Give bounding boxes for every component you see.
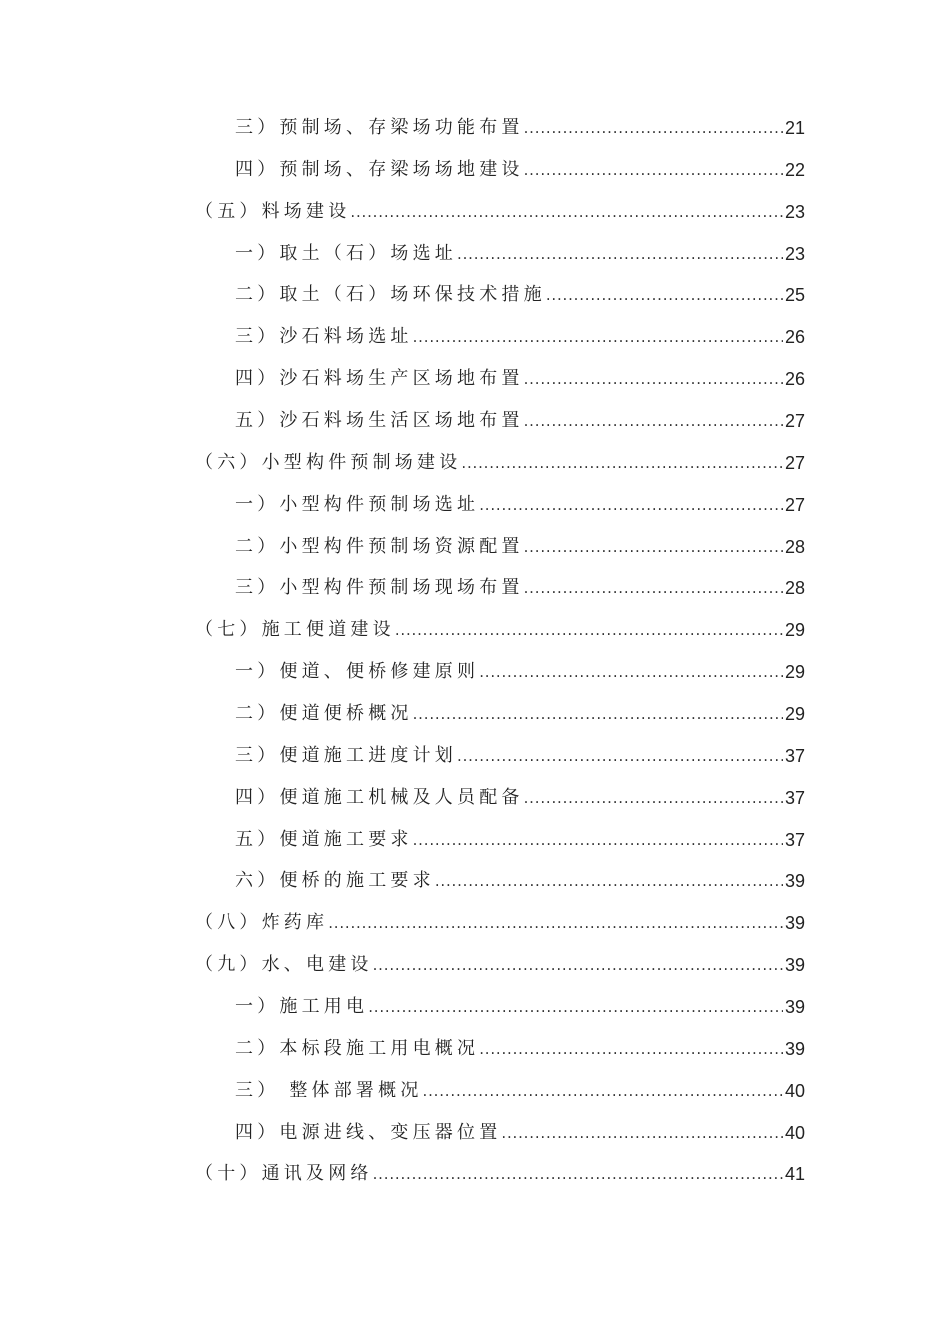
toc-entry[interactable]	[0, 108, 950, 150]
toc-entry-title: 三） 整体部署概况	[235, 1079, 423, 1101]
toc-dot-leader	[524, 369, 783, 389]
toc-page-number: 37	[784, 787, 805, 808]
toc-entry[interactable]	[0, 527, 950, 569]
toc-entry[interactable]	[0, 1154, 950, 1196]
toc-page-number: 27	[784, 411, 805, 432]
toc-page-number: 23	[784, 201, 805, 222]
toc-dot-leader	[479, 662, 783, 682]
toc-entry[interactable]	[0, 401, 950, 443]
toc-entry-title: 二）本标段施工用电概况	[235, 1037, 480, 1059]
toc-dot-leader	[524, 788, 783, 808]
toc-entry[interactable]	[0, 443, 950, 485]
toc-entry-title: 三）小型构件预制场现场布置	[235, 577, 524, 599]
toc-entry-title: 三）预制场、存梁场功能布置	[235, 117, 524, 138]
toc-dot-leader	[413, 704, 783, 724]
toc-entry[interactable]	[0, 568, 950, 610]
toc-page-number: 29	[784, 620, 805, 641]
toc-entry[interactable]	[0, 150, 950, 192]
toc-entry-title: 一）取土（石）场选址	[235, 242, 457, 264]
toc-page-number: 23	[784, 243, 805, 264]
toc-page-number: 22	[784, 159, 805, 180]
toc-page-number: 26	[784, 327, 805, 348]
toc-page-number: 39	[784, 955, 805, 976]
toc-entry-title: 二）取土（石）场环保技术措施	[235, 284, 546, 306]
toc-dot-leader	[328, 913, 783, 933]
toc-entry[interactable]	[0, 1029, 950, 1071]
toc-dot-leader	[524, 118, 783, 138]
toc-dot-leader	[524, 160, 783, 180]
toc-entry-title: （七）施工便道建设	[195, 619, 395, 641]
toc-dot-leader	[413, 327, 783, 347]
toc-entry[interactable]	[0, 1113, 950, 1155]
toc-dot-leader	[546, 285, 783, 305]
toc-entry[interactable]	[0, 359, 950, 401]
toc-dot-leader	[423, 1081, 783, 1101]
toc-dot-leader	[524, 537, 783, 557]
toc-dot-leader	[524, 578, 783, 598]
toc-page-number: 37	[784, 745, 805, 766]
table-of-contents	[0, 108, 950, 1196]
toc-entry[interactable]	[0, 610, 950, 652]
toc-entry[interactable]	[0, 234, 950, 276]
toc-dot-leader	[479, 1039, 783, 1059]
toc-dot-leader	[350, 202, 783, 222]
toc-entry-title: （十）通讯及网络	[195, 1163, 373, 1185]
toc-page-number: 40	[784, 1122, 805, 1143]
toc-entry[interactable]	[0, 275, 950, 317]
toc-entry-title: 五）沙石料场生活区场地布置	[235, 410, 524, 432]
toc-entry[interactable]	[0, 736, 950, 778]
toc-page-number: 25	[784, 285, 805, 306]
toc-entry[interactable]	[0, 778, 950, 820]
toc-entry[interactable]	[0, 694, 950, 736]
toc-entry[interactable]	[0, 652, 950, 694]
toc-entry-title: 三）沙石料场选址	[235, 326, 413, 348]
toc-entry[interactable]	[0, 987, 950, 1029]
toc-entry[interactable]	[0, 192, 950, 234]
toc-entry-title: （五）料场建设	[195, 200, 351, 222]
toc-page-number: 41	[784, 1164, 805, 1185]
toc-entry-title: （八）炸药库	[195, 912, 329, 934]
toc-entry[interactable]	[0, 861, 950, 903]
toc-page-number: 21	[784, 118, 805, 138]
toc-page-number: 39	[784, 871, 805, 892]
toc-entry[interactable]	[0, 1071, 950, 1113]
toc-page-number: 37	[784, 829, 805, 850]
toc-dot-leader	[524, 411, 783, 431]
toc-entry-title: 二）小型构件预制场资源配置	[235, 535, 524, 557]
toc-page-number: 39	[784, 997, 805, 1018]
toc-dot-leader	[373, 1164, 783, 1184]
toc-dot-leader	[461, 453, 783, 473]
toc-page-number: 39	[784, 1038, 805, 1059]
toc-dot-leader	[435, 871, 783, 891]
toc-entry-title: 一）小型构件预制场选址	[235, 493, 480, 515]
toc-entry[interactable]	[0, 820, 950, 862]
toc-entry-title: （九）水、电建设	[195, 954, 373, 976]
toc-entry-title: 四）沙石料场生产区场地布置	[235, 368, 524, 390]
toc-page-number: 28	[784, 578, 805, 599]
toc-entry-title: 五）便道施工要求	[235, 828, 413, 850]
toc-page-number: 27	[784, 452, 805, 473]
toc-entry[interactable]	[0, 945, 950, 987]
toc-page-number: 28	[784, 536, 805, 557]
toc-entry[interactable]	[0, 317, 950, 359]
toc-entry-title: 一）施工用电	[235, 996, 369, 1018]
toc-page-number: 26	[784, 369, 805, 390]
toc-dot-leader	[501, 1123, 783, 1143]
toc-entry[interactable]	[0, 903, 950, 945]
toc-page-number: 29	[784, 704, 805, 725]
toc-entry-title: 三）便道施工进度计划	[235, 744, 457, 766]
toc-dot-leader	[373, 955, 783, 975]
toc-dot-leader	[368, 997, 783, 1017]
toc-entry-title: （六）小型构件预制场建设	[195, 451, 462, 473]
toc-page-number: 39	[784, 913, 805, 934]
toc-entry-title: 四）预制场、存梁场场地建设	[235, 158, 524, 180]
toc-entry-title: 六）便桥的施工要求	[235, 870, 435, 892]
toc-dot-leader	[479, 495, 783, 515]
toc-entry-title: 四）便道施工机械及人员配备	[235, 786, 524, 808]
toc-page-number: 29	[784, 662, 805, 683]
toc-dot-leader	[457, 746, 783, 766]
toc-dot-leader	[457, 244, 783, 264]
toc-entry-title: 一）便道、便桥修建原则	[235, 661, 480, 683]
toc-entry-title: 四）电源进线、变压器位置	[235, 1121, 502, 1143]
toc-entry-title: 二）便道便桥概况	[235, 703, 413, 725]
toc-dot-leader	[395, 620, 783, 640]
toc-dot-leader	[413, 830, 783, 850]
toc-page-number: 27	[784, 494, 805, 515]
toc-entry[interactable]	[0, 485, 950, 527]
toc-page-number: 40	[784, 1080, 805, 1101]
